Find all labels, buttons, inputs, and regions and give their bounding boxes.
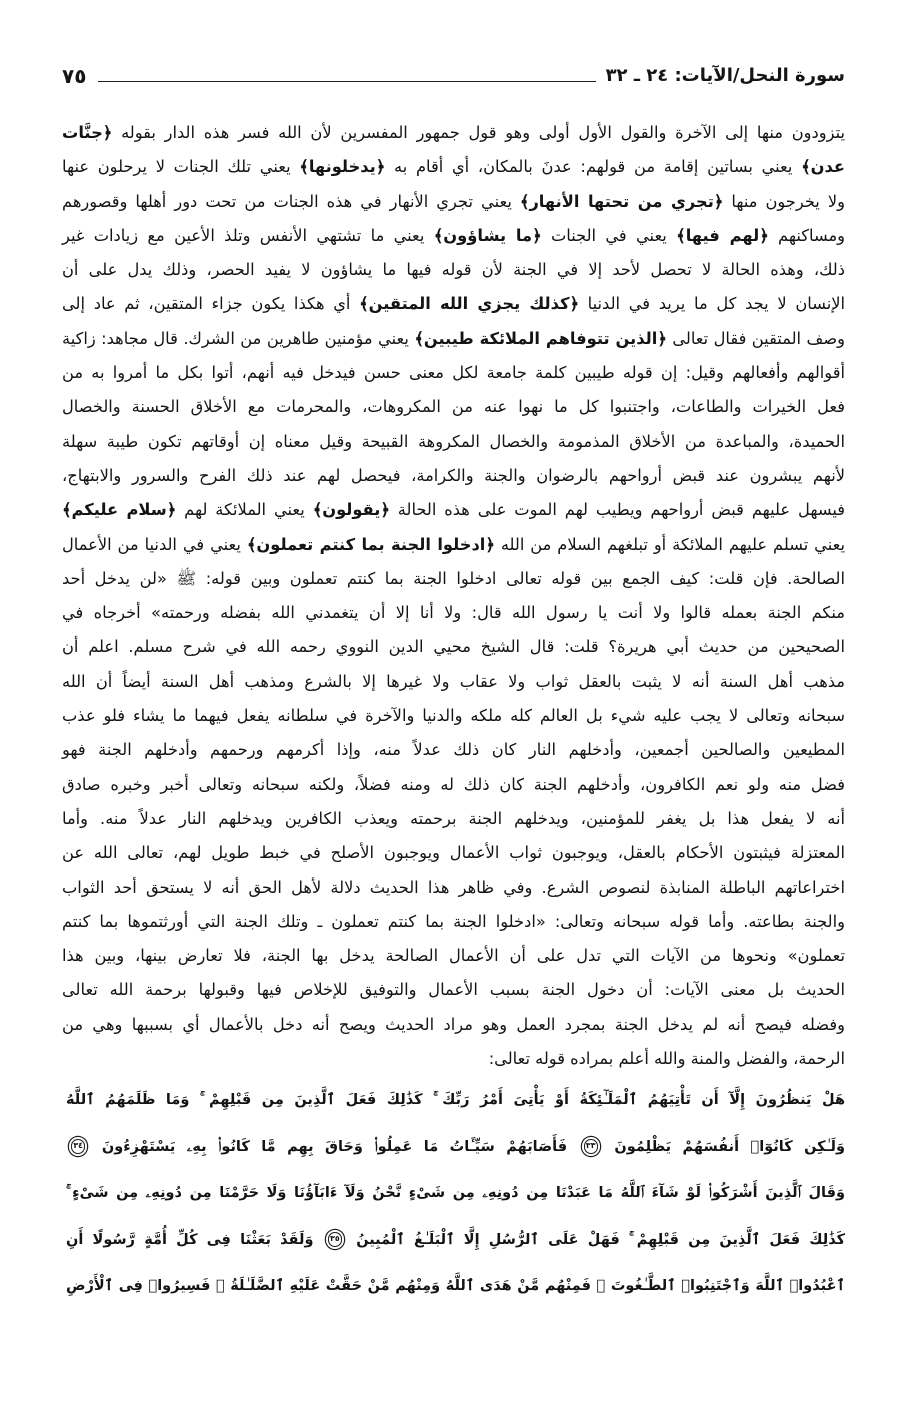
quran-verse-line — [66, 1170, 845, 1217]
text-line — [62, 356, 845, 390]
line-text: أنه لا يفعل هذا بل يغفر للمؤمنين، ويدخلهم الجنة برحمته ويعذب الكافرين ويدخلهم النار عدلاً منه. وأما — [62, 808, 845, 828]
quran-verse-text: كَذَٰلِكَ فَعَلَ ٱلَّذِينَ مِن قَبْلِهِمْ ۚ فَهَلْ عَلَى ٱلرُّسُلِ إِلَّا ٱلْبَلَـٰغُ ٱلْمُبِينُ ٣٥ وَلَقَدْ بَعَثْنَا فِى كُلِّ أُمَّةٍ رَّسُولًا أَنِ — [66, 1231, 846, 1248]
page-number: ٧٥ — [62, 64, 87, 88]
quran-verses-block — [66, 1077, 845, 1310]
quran-verse-text: وَقَالَ ٱلَّذِينَ أَشْرَكُوا۟ لَوْ شَآءَ ٱللَّهُ مَا عَبَدْنَا مِن دُونِهِۦ مِن شَىْءٍ نَّحْنُ وَلَآ ءَابَآؤُنَا وَلَا حَرَّمْنَا مِن دُونِهِۦ مِن شَىْءٍ ۚ — [66, 1185, 845, 1201]
line-text: فيسهل عليهم قبض أرواحهم ويطيب لهم الموت على هذه الحالة ﴿يقولون﴾ يعني الملائكة لهم ﴿سلام عليكم﴾ — [62, 500, 845, 520]
line-text: الرحمة، والفضل والمنة والله أعلم بمراده قوله تعالى: — [488, 1049, 845, 1069]
text-line — [62, 185, 845, 219]
line-text: المعتزلة فيثبتون الأحكام بالعقل، ويوجبون ثواب الأعمال ويوجبون الأصلح في خبط طويل لهم، تعالى الله عن — [62, 843, 845, 863]
verse-number-marker: ٣٤ — [71, 1139, 85, 1153]
text-line — [62, 939, 845, 973]
quran-verse-text: وَلَـٰكِن كَانُوٓا۟ أَنفُسَهُمْ يَظْلِمُونَ ٣٣ فَأَصَابَهُمْ سَيِّـَٔاتُ مَا عَمِلُوا۟ وَحَاقَ بِهِم مَّا كَانُوا۟ بِهِۦ يَسْتَهْزِءُونَ ٣٤ — [66, 1139, 845, 1155]
text-line — [62, 665, 845, 699]
line-text: المطيعين والصالحين أجمعين، وأدخلهم النار كان ذلك عدلاً منه، وإذا أكرمهم ورحمهم وأدخلهم الجنة فهو — [62, 740, 845, 760]
line-text: وصف المتقين فقال تعالى ﴿الذين تتوفاهم الملائكة طيبين﴾ يعني مؤمنين طاهرين من الشرك. قال مجاهد: زاكية — [62, 328, 845, 348]
quran-verse-line — [66, 1263, 845, 1310]
line-text: يتزودون منها إلى الآخرة والقول الأول أولى وهو قول جمهور المفسرين لأن الله فسر هذه الدار بقوله ﴿جنَّات — [62, 123, 845, 142]
text-line — [62, 699, 845, 733]
line-text: ومساكنهم ﴿لهم فيها﴾ يعني في الجنات ﴿ما يشاؤون﴾ يعني ما تشتهي الأنفس وتلذ الأعين مع زيادات غير — [62, 225, 845, 245]
quran-quote: ﴿الذين تتوفاهم الملائكة طيبين﴾ — [414, 328, 667, 348]
text-line — [62, 150, 845, 184]
quran-quote: ﴿كذلك يجزي الله المتقين﴾ — [359, 294, 579, 314]
text-line — [62, 390, 845, 424]
quran-verse-line — [66, 1217, 845, 1264]
line-text: والجنة بطاعته. وأما قوله سبحانه وتعالى: «ادخلوا الجنة بما كنتم تعملون ـ وتلك الجنة التي أورثتموها بما كنتم — [62, 911, 845, 931]
chapter-title: سورة النحل/الآيات: ٢٤ ـ ٣٢ — [605, 65, 845, 86]
running-header — [62, 58, 845, 90]
text-line — [62, 322, 845, 356]
line-text: الحميدة، والمباعدة من الأخلاق المذمومة والخصال المكروهة القبيحة وقيل معناه إن أوقاتهم تكون طيبة سهلة — [62, 431, 845, 451]
text-line — [62, 219, 845, 253]
quran-quote: ﴿جنَّات — [62, 123, 113, 142]
header-rule — [98, 81, 595, 82]
line-text: فضل منه ولو نعم الكافرون، وأدخلهم الجنة كان ذلك له ومنه فضلاً، ولكنه سبحانه وتعالى أخبر وخبره صادق — [62, 774, 845, 794]
text-line — [62, 287, 845, 321]
line-text: ولا يخرجون منها ﴿تجري من تحتها الأنهار﴾ يعني تجري الأنهار في هذه الجنات من تحت دور أهلها وقصورهم — [62, 191, 845, 211]
line-text: مذهب أهل السنة أنه لا يثبت بالعقل ثواب ولا عقاب ولا غيرها إلا بالشرع ومذهب أهل السنة أيضاً أن الله — [62, 671, 845, 691]
line-text: فعل الخيرات والطاعات، واجتنبوا كل ما نهوا عنه من المكروهات، والمحرمات مع الأخلاق الحسنة والخصال — [62, 397, 845, 417]
line-text: أقوالهم وأفعالهم وقيل: إن قوله طيبين كلمة جامعة لكل معنى حسن فيدخل فيه أنهم، أتوا بكل ما أمروا به من — [62, 363, 845, 383]
line-text: وفضله فيصح أنه لم يدخل الجنة بمجرد العمل وهو مراد الحديث ويصح أنه دخل بالأعمال أي بسببها وهي من — [62, 1014, 845, 1034]
text-line — [62, 836, 845, 870]
quran-quote: ﴿سلام عليكم﴾ — [62, 500, 177, 520]
text-line — [62, 253, 845, 287]
line-text: الإنسان لا يجد كل ما يريد في الدنيا ﴿كذلك يجزي الله المتقين﴾ أي هكذا يكون جزاء المتقين، ثم عاد إلى — [62, 294, 846, 314]
text-line — [62, 905, 845, 939]
text-line — [62, 973, 845, 1007]
line-text: منكم الجنة بعمله قالوا ولا أنت يا رسول الله قال: ولا أنا إلا أن يتغمدني الله بفضله ورحمته» أخرجاه في — [62, 603, 845, 623]
line-text: عدن﴾ يعني بساتين إقامة من قولهم: عدنَ بالمكان، أي أقام به ﴿يدخلونها﴾ يعني تلك الجنات لا يرحلون عنها — [62, 157, 845, 177]
quran-quote: ﴿ادخلوا الجنة بما كنتم تعملون﴾ — [246, 534, 495, 554]
commentary-text — [62, 116, 845, 1076]
line-text: الصحيحين من حديث أبي هريرة؟ قلت: قال الشيخ محيي الدين النووي رحمه الله في شرح مسلم. اعلم أن — [62, 637, 845, 657]
line-text: اختراعاتهم الباطلة المنابذة لنصوص الشرع. وفي ظاهر هذا الحديث دلالة لأهل الحق أنه لا يستحق أحد الثواب — [62, 877, 845, 897]
text-line — [62, 596, 845, 630]
quran-verse-line — [66, 1124, 845, 1171]
text-line-last — [62, 1042, 845, 1076]
line-text: الحديث بل معنى الآيات: أن دخول الجنة بسبب الأعمال والتوفيق للإخلاص فيها وقبولها برحمة الله تعالى — [62, 980, 845, 1000]
text-line — [62, 528, 845, 562]
quran-quote: ﴿يدخلونها﴾ — [299, 157, 386, 177]
quran-quote: عدن﴾ — [801, 157, 845, 177]
verse-number-marker: ٣٣ — [584, 1139, 598, 1153]
text-line — [62, 425, 845, 459]
text-line — [62, 116, 845, 150]
quran-verse-text: هَلْ يَنظُرُونَ إِلَّآ أَن تَأْتِيَهُمُ ٱلْمَلَـٰٓئِكَةُ أَوْ يَأْتِىَ أَمْرُ رَبِّكَ ۚ كَذَٰلِكَ فَعَلَ ٱلَّذِينَ مِن قَبْلِهِمْ ۚ وَمَا ظَلَمَهُمُ ٱللَّهُ — [66, 1092, 845, 1108]
line-text: سبحانه وتعالى لا يجب عليه شيء بل العالم كله ملكه والدنيا والآخرة في سلطانه يفعل فيهما ما يشاء فلو عذب — [62, 706, 845, 726]
line-text: ذلك، وهذه الحالة لا تحصل لأحد إلا في الجنة لأن قوله فيها ما يشاؤون لا يفيد الحصر، وذلك يدل على أن — [62, 260, 845, 280]
line-text: لأنهم يبشرون عند قبض أرواحهم بالرضوان والجنة والكرامة، فيحصل لهم عند ذلك الفرح والسرور والابتهاج، — [62, 465, 845, 485]
text-line — [62, 733, 845, 767]
quran-quote: ﴿تجري من تحتها الأنهار﴾ — [519, 191, 724, 211]
line-text: تعملون» ونحوها من الآيات التي تدل على أن الأعمال الصالحة يدخل بها الجنة، فلا تعارض بينها، وبين هذا — [62, 946, 845, 966]
verse-number-marker: ٣٥ — [328, 1232, 342, 1246]
quran-verse-line — [66, 1077, 845, 1124]
text-line — [62, 493, 845, 527]
text-line — [62, 459, 845, 493]
line-text: يعني تسلم عليهم الملائكة أو تبلغهم السلام من الله ﴿ادخلوا الجنة بما كنتم تعملون﴾ يعني في الدنيا من الأعمال — [62, 534, 845, 554]
quran-quote: ﴿ما يشاؤون﴾ — [433, 225, 542, 245]
quran-verse-text: ٱعْبُدُوا۟ ٱللَّهَ وَٱجْتَنِبُوا۟ ٱلطَّـٰغُوتَ ۖ فَمِنْهُم مَّنْ هَدَى ٱللَّهُ وَمِنْهُم مَّنْ حَقَّتْ عَلَيْهِ ٱلضَّلَـٰلَةُ ۚ فَسِيرُوا۟ فِى ٱلْأَرْضِ — [66, 1278, 845, 1294]
text-line — [62, 802, 845, 836]
quran-quote: ﴿يقولون﴾ — [312, 500, 390, 520]
text-line — [62, 1008, 845, 1042]
text-line — [62, 562, 845, 596]
text-line — [62, 768, 845, 802]
quran-quote: ﴿لهم فيها﴾ — [676, 225, 769, 245]
text-line — [62, 871, 845, 905]
text-line — [62, 630, 845, 664]
line-text: الصالحة. فإن قلت: كيف الجمع بين قوله تعالى ادخلوا الجنة بما كنتم تعملون وبين قوله: ﷺ «لن يدخل أحد — [62, 568, 845, 588]
